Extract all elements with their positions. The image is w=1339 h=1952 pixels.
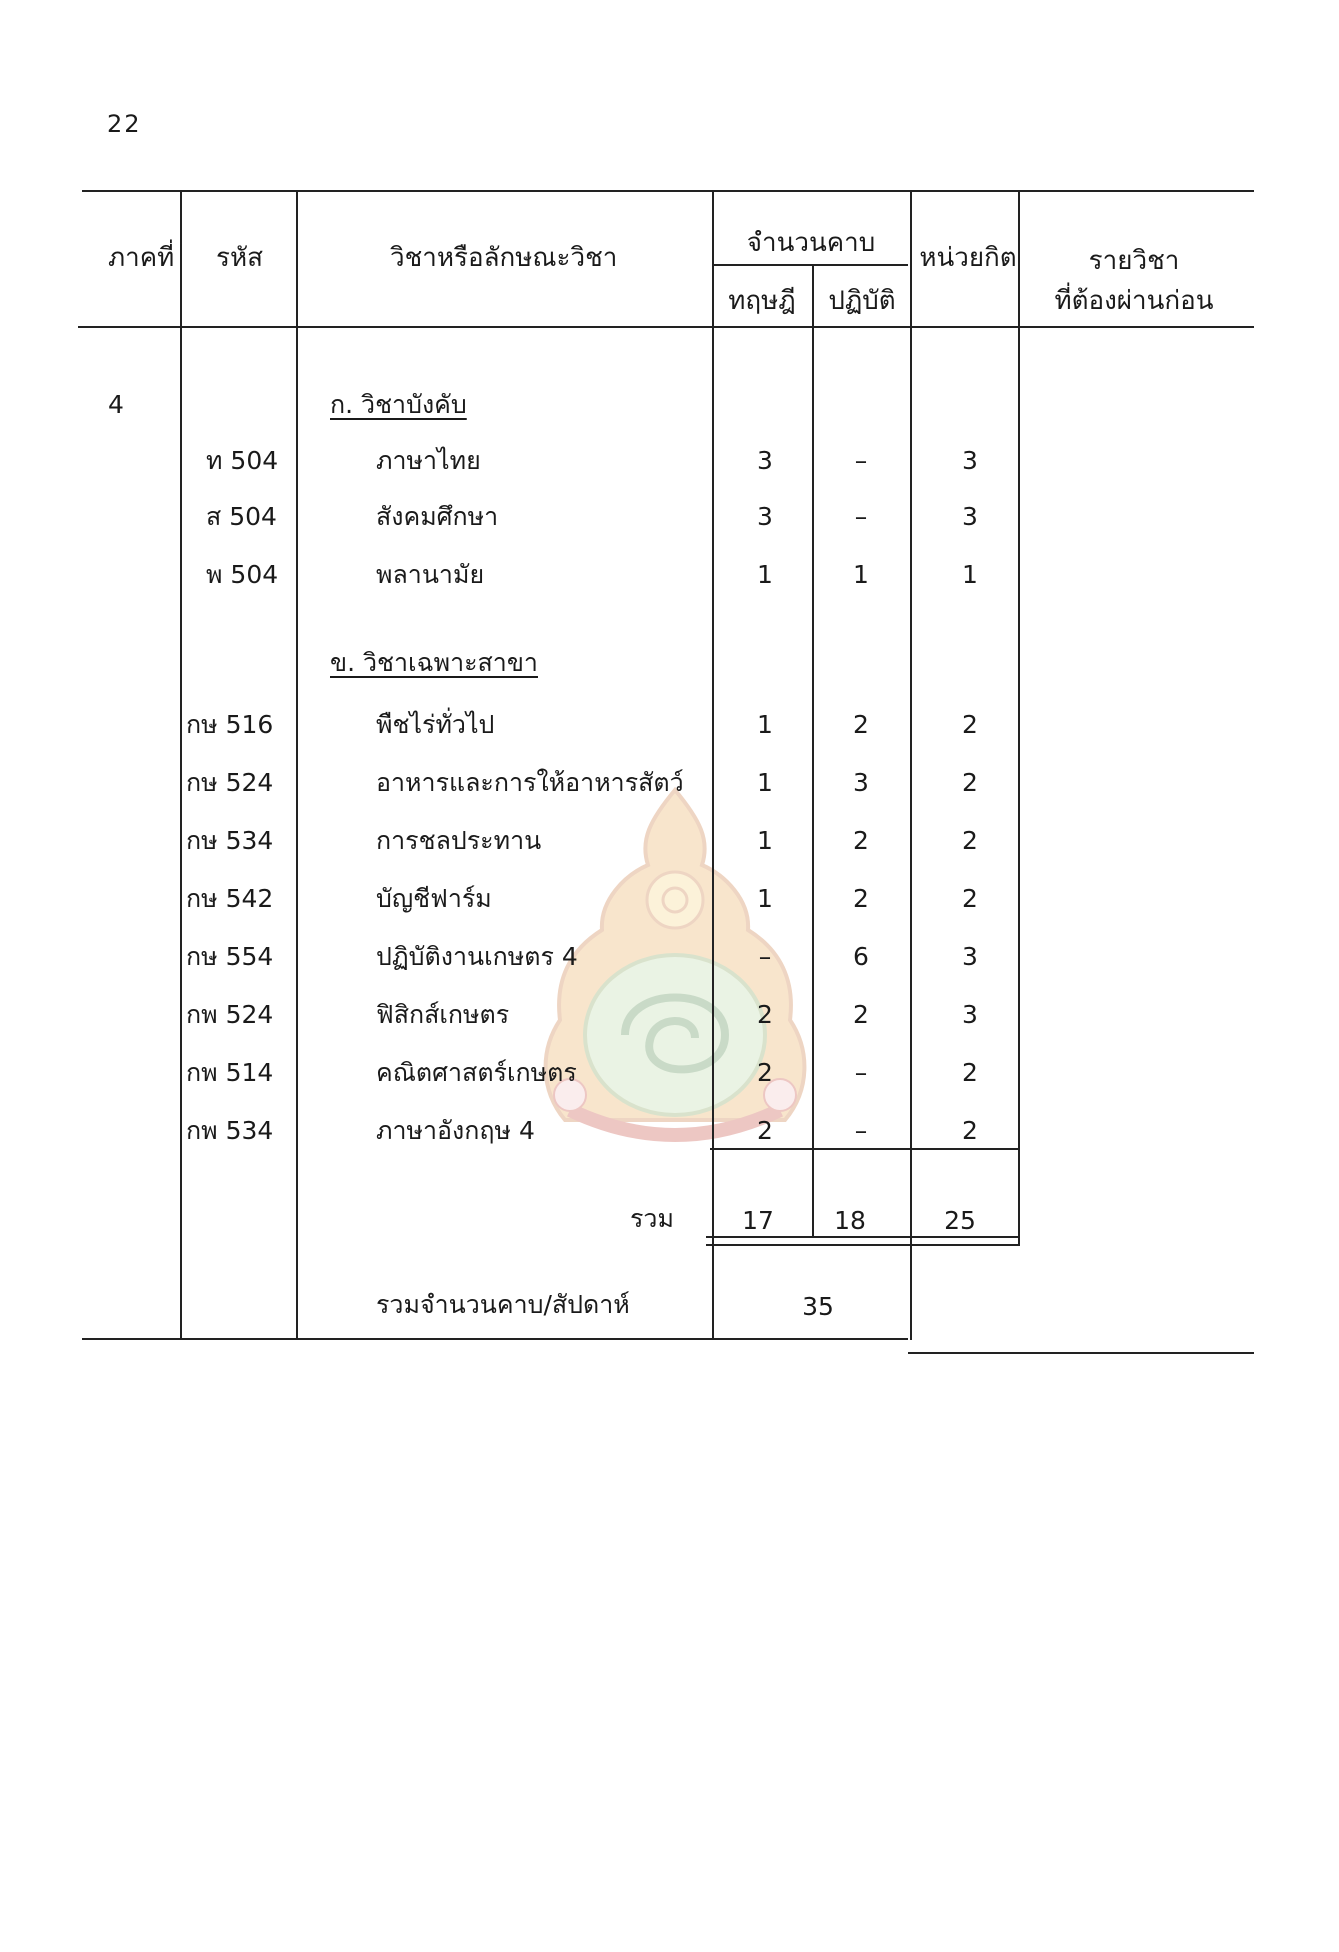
total-top-rule (710, 1148, 1018, 1150)
course-credits: 2 (962, 1058, 978, 1087)
course-credits: 2 (962, 1116, 978, 1145)
header-prereq-line2: ที่ต้องผ่านก่อน (1054, 286, 1214, 316)
col-rule-theory (812, 264, 814, 1238)
total-label: รวม (630, 1204, 674, 1233)
practice-hours: 6 (853, 942, 869, 971)
table-bottom-rule (82, 1338, 908, 1340)
course-name: สังคมศึกษา (376, 502, 499, 531)
course-name: คณิตศาสตร์เกษตร (376, 1058, 577, 1087)
course-code: กษ 524 (186, 768, 274, 797)
header-practice: ปฏิบัติ (828, 286, 896, 316)
course-credits: 2 (962, 768, 978, 797)
course-code: กษ 516 (186, 710, 274, 739)
course-credits: 1 (962, 560, 978, 589)
course-credits: 2 (962, 710, 978, 739)
course-name: บัญชีฟาร์ม (376, 884, 492, 913)
practice-hours: 2 (853, 1000, 869, 1029)
theory-hours: 2 (757, 1116, 773, 1145)
practice-hours: – (854, 1116, 868, 1145)
course-name: ฟิสิกส์เกษตร (376, 1000, 510, 1029)
practice-hours: – (854, 446, 868, 475)
course-credits: 3 (962, 502, 978, 531)
course-code: กษ 542 (186, 884, 274, 913)
practice-hours: 2 (853, 710, 869, 739)
practice-hours: 2 (853, 826, 869, 855)
header-subject: วิชาหรือลักษณะวิชา (390, 243, 618, 273)
course-code: กพ 524 (186, 1000, 274, 1029)
course-code: ส 504 (206, 502, 277, 531)
practice-hours: 1 (853, 560, 869, 589)
course-code: กษ 554 (186, 942, 274, 971)
course-name: พลานามัย (376, 560, 485, 589)
course-credits: 3 (962, 1000, 978, 1029)
theory-hours: 1 (757, 710, 773, 739)
section-b-title: ข. วิชาเฉพาะสาขา (330, 648, 538, 677)
course-credits: 3 (962, 942, 978, 971)
theory-hours: 1 (757, 560, 773, 589)
total-theory: 17 (742, 1206, 774, 1235)
page-number: 22 (107, 110, 142, 138)
course-name: ภาษาไทย (376, 446, 481, 475)
practice-hours: 2 (853, 884, 869, 913)
theory-hours: 2 (757, 1058, 773, 1087)
course-credits: 3 (962, 446, 978, 475)
section-a-title: ก. วิชาบังคับ (330, 390, 467, 419)
header-credits: หน่วยกิต (919, 243, 1017, 273)
theory-hours: 1 (757, 768, 773, 797)
course-credits: 2 (962, 826, 978, 855)
total-bottom-rule-double (706, 1244, 1018, 1246)
course-code: กษ 534 (186, 826, 274, 855)
col-rule-practice (910, 190, 912, 1340)
header-prereq-line1: รายวิชา (1088, 246, 1180, 276)
course-name: ภาษาอังกฤษ 4 (376, 1116, 535, 1145)
table-top-rule (82, 190, 1254, 192)
theory-hours: 1 (757, 826, 773, 855)
semester-value: 4 (108, 390, 124, 419)
course-name: อาหารและการให้อาหารสัตว์ (376, 768, 684, 797)
weekly-total-value: 35 (802, 1292, 834, 1321)
col-rule-subject (712, 190, 714, 1340)
total-practice: 18 (834, 1206, 866, 1235)
total-bottom-rule (706, 1236, 1018, 1238)
course-code: กพ 534 (186, 1116, 274, 1145)
table-bottom-rule-right (908, 1352, 1254, 1354)
course-name: การชลประทาน (376, 826, 542, 855)
course-code: ท 504 (206, 446, 279, 475)
practice-hours: 3 (853, 768, 869, 797)
course-name: พืชไร่ทั่วไป (376, 710, 495, 739)
header-periods: จำนวนคาบ (746, 228, 876, 258)
theory-hours: 2 (757, 1000, 773, 1029)
theory-hours: – (758, 942, 772, 971)
practice-hours: – (854, 1058, 868, 1087)
col-rule-code (296, 190, 298, 1340)
practice-hours: – (854, 502, 868, 531)
course-code: กพ 514 (186, 1058, 274, 1087)
header-code: รหัส (216, 243, 263, 273)
course-code: พ 504 (206, 560, 279, 589)
theory-hours: 3 (757, 446, 773, 475)
col-rule-credits (1018, 190, 1020, 1246)
total-credits: 25 (944, 1206, 976, 1235)
header-semester: ภาคที่ (108, 243, 175, 273)
header-theory: ทฤษฎี (728, 286, 796, 316)
periods-header-rule (714, 264, 908, 266)
course-credits: 2 (962, 884, 978, 913)
theory-hours: 3 (757, 502, 773, 531)
course-name: ปฏิบัติงานเกษตร 4 (376, 942, 578, 971)
header-bottom-rule (78, 326, 1254, 328)
weekly-total-label: รวมจำนวนคาบ/สัปดาห์ (376, 1290, 630, 1319)
theory-hours: 1 (757, 884, 773, 913)
col-rule-semester (180, 190, 182, 1340)
